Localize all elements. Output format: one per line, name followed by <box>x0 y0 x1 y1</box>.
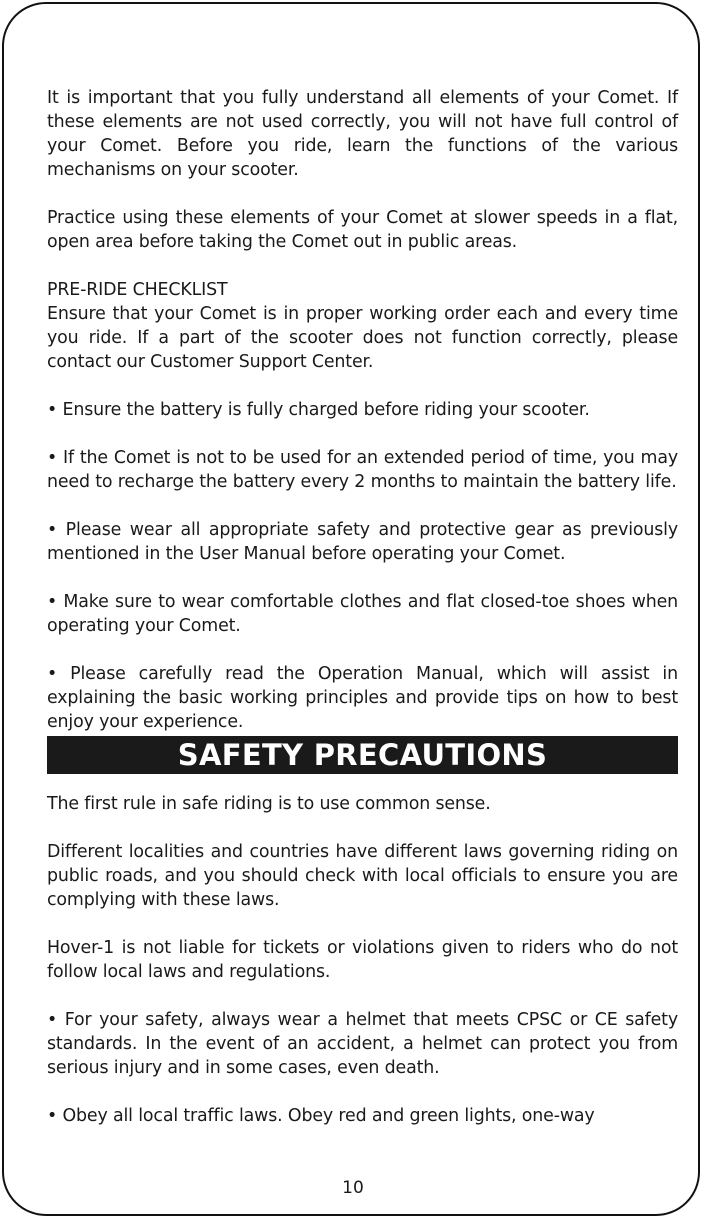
page-number: 10 <box>342 1178 364 1198</box>
intro-paragraph-1: It is important that you fully understand all elements of your Comet. If these elements are not used correctly, you will not have full control of your Comet. Before you ride, learn the functions of the various mechanisms on your scooter. <box>47 88 678 180</box>
checklist-lead: Ensure that your Comet is in proper working order each and every time you ride. If a part of the scooter does not function correctly, please contact our Customer Support Center. <box>47 304 678 372</box>
page-content <box>47 86 678 1128</box>
safety-paragraph-local-laws: Different localities and countries have different laws governing riding on public roads, and you should check with local officials to ensure you are complying with these laws. <box>47 842 678 910</box>
checklist-item-manual: • Please carefully read the Operation Manual, which will assist in explaining the basic working principles and provide tips on how to best enjoy your experience. <box>47 664 678 732</box>
checklist-item-clothing: • Make sure to wear comfortable clothes and flat closed-toe shoes when operating your Comet. <box>47 592 678 636</box>
checklist-item-battery: • Ensure the battery is fully charged before riding your scooter. <box>47 400 590 420</box>
checklist-item-gear: • Please wear all appropriate safety and protective gear as previously mentioned in the User Manual before operating your Comet. <box>47 520 678 564</box>
safety-paragraph-liability: Hover-1 is not liable for tickets or violations given to riders who do not follow local laws and regulations. <box>47 938 678 982</box>
intro-paragraph-2: Practice using these elements of your Comet at slower speeds in a flat, open area before taking the Comet out in public areas. <box>47 208 678 252</box>
safety-precautions-banner: SAFETY PRECAUTIONS <box>47 736 678 774</box>
checklist-heading: PRE-RIDE CHECKLIST <box>47 280 228 300</box>
checklist-item-storage: • If the Comet is not to be used for an extended period of time, you may need to recharge the battery every 2 months to maintain the battery life. <box>47 448 678 492</box>
safety-item-helmet: • For your safety, always wear a helmet that meets CPSC or CE safety standards. In the event of an accident, a helmet can protect you from serious injury and in some cases, even death. <box>47 1010 678 1078</box>
safety-paragraph-common-sense: The first rule in safe riding is to use common sense. <box>47 794 491 814</box>
safety-item-traffic-laws: • Obey all local traffic laws. Obey red and green lights, one-way <box>47 1106 595 1126</box>
